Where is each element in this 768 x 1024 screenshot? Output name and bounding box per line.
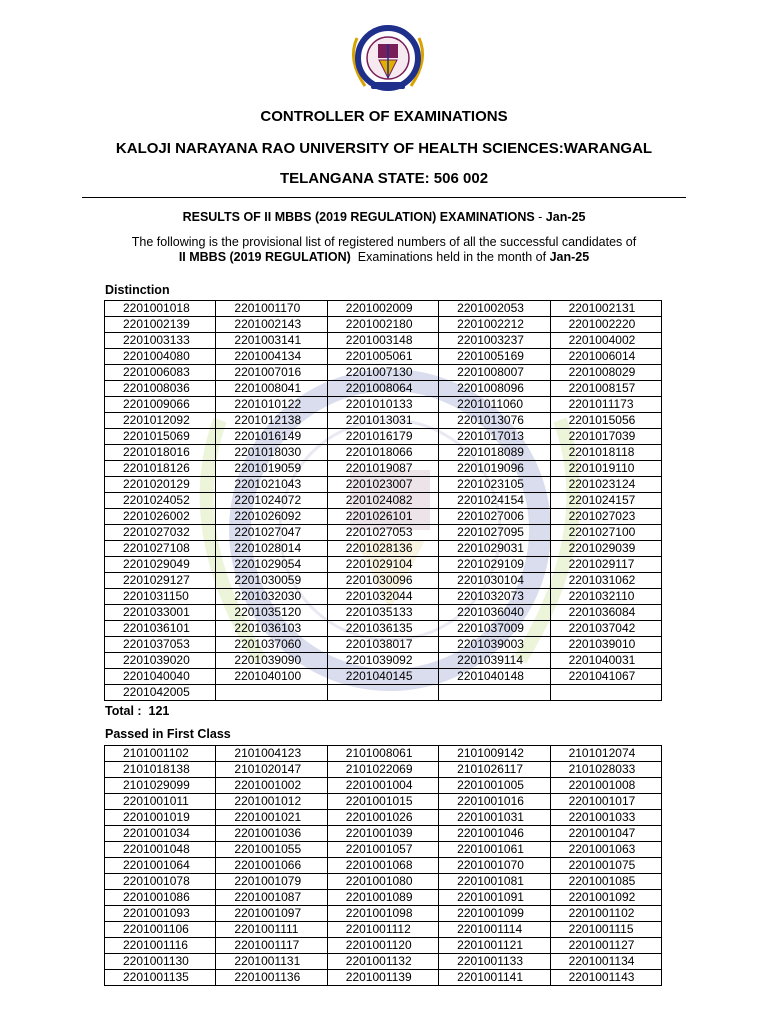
- reg-number-cell: 2201001002: [216, 778, 327, 794]
- reg-number-cell: 2201039114: [439, 653, 550, 669]
- reg-number-cell: 2201026092: [216, 509, 327, 525]
- reg-number-cell: 2201001075: [550, 858, 661, 874]
- reg-number-cell: 2201024082: [327, 493, 438, 509]
- table-row: [105, 573, 662, 589]
- reg-number-cell: 2101020147: [216, 762, 327, 778]
- reg-number-cell: 2201007130: [327, 365, 438, 381]
- reg-number-cell: 2201030096: [327, 573, 438, 589]
- reg-number-cell: 2201036040: [439, 605, 550, 621]
- reg-number-cell: 2201018126: [105, 461, 216, 477]
- reg-number-cell: 2201028136: [327, 541, 438, 557]
- reg-number-cell: 2201002143: [216, 317, 327, 333]
- reg-number-cell: 2201001016: [439, 794, 550, 810]
- reg-number-cell: 2201037009: [439, 621, 550, 637]
- table-row: [105, 637, 662, 653]
- reg-number-cell: 2201001046: [439, 826, 550, 842]
- reg-number-cell: 2201001116: [105, 938, 216, 954]
- table-row: [105, 557, 662, 573]
- reg-number-cell: 2201041067: [550, 669, 661, 685]
- reg-number-cell: 2201001039: [327, 826, 438, 842]
- table-row: [105, 810, 662, 826]
- reg-number-cell: 2201024157: [550, 493, 661, 509]
- reg-number-cell: 2201002180: [327, 317, 438, 333]
- reg-number-cell: 2201001068: [327, 858, 438, 874]
- reg-number-cell: 2201001114: [439, 922, 550, 938]
- reg-number-cell: 2201001143: [550, 970, 661, 986]
- reg-number-cell: 2201008157: [550, 381, 661, 397]
- reg-number-cell: 2201001121: [439, 938, 550, 954]
- reg-number-cell: 2201001087: [216, 890, 327, 906]
- reg-number-cell: 2201001170: [216, 301, 327, 317]
- table-row: [105, 858, 662, 874]
- reg-number-cell: 2201001079: [216, 874, 327, 890]
- reg-number-cell: 2201020129: [105, 477, 216, 493]
- table-row: [105, 938, 662, 954]
- reg-number-cell: 2201001135: [105, 970, 216, 986]
- reg-number-cell: 2201001120: [327, 938, 438, 954]
- reg-number-cell: 2201001112: [327, 922, 438, 938]
- reg-number-cell: 2201042005: [105, 685, 216, 701]
- reg-number-cell: 2201001015: [327, 794, 438, 810]
- reg-number-cell: 2201029054: [216, 557, 327, 573]
- table-row: [105, 842, 662, 858]
- distinction-total: [105, 704, 169, 718]
- reg-number-cell: 2201006014: [550, 349, 661, 365]
- distinction-heading: Distinction: [105, 283, 170, 297]
- reg-number-cell: 2201016149: [216, 429, 327, 445]
- reg-number-cell: 2201004080: [105, 349, 216, 365]
- reg-number-cell: 2201024154: [439, 493, 550, 509]
- reg-number-cell: 2201001036: [216, 826, 327, 842]
- reg-number-cell: 2201021043: [216, 477, 327, 493]
- table-row: [105, 669, 662, 685]
- reg-number-cell: 2201006083: [105, 365, 216, 381]
- reg-number-cell: 2201001102: [550, 906, 661, 922]
- reg-number-cell: 2201018016: [105, 445, 216, 461]
- reg-number-cell: 2201038017: [327, 637, 438, 653]
- reg-number-cell: 2201037042: [550, 621, 661, 637]
- table-row: [105, 413, 662, 429]
- reg-number-cell: 2201008096: [439, 381, 550, 397]
- reg-number-cell: 2201037060: [216, 637, 327, 653]
- reg-number-cell: 2201018030: [216, 445, 327, 461]
- reg-number-cell: [216, 685, 327, 701]
- reg-number-cell: 2201015056: [550, 413, 661, 429]
- reg-number-cell: 2201029039: [550, 541, 661, 557]
- table-row: [105, 493, 662, 509]
- reg-number-cell: 2201026002: [105, 509, 216, 525]
- reg-number-cell: 2101029099: [105, 778, 216, 794]
- reg-number-cell: 2201024052: [105, 493, 216, 509]
- table-row: [105, 381, 662, 397]
- reg-number-cell: 2201001099: [439, 906, 550, 922]
- reg-number-cell: 2201027100: [550, 525, 661, 541]
- table-row: [105, 605, 662, 621]
- reg-number-cell: 2201018118: [550, 445, 661, 461]
- reg-number-cell: 2201001131: [216, 954, 327, 970]
- reg-number-cell: 2201001139: [327, 970, 438, 986]
- university-seal-logo: [343, 20, 433, 98]
- table-row: [105, 922, 662, 938]
- reg-number-cell: 2201002053: [439, 301, 550, 317]
- table-row: [105, 890, 662, 906]
- table-row: [105, 397, 662, 413]
- reg-number-cell: 2201008029: [550, 365, 661, 381]
- table-row: [105, 541, 662, 557]
- reg-number-cell: 2201001132: [327, 954, 438, 970]
- reg-number-cell: 2201019110: [550, 461, 661, 477]
- reg-number-cell: 2101026117: [439, 762, 550, 778]
- table-row: [105, 874, 662, 890]
- reg-number-cell: 2201001097: [216, 906, 327, 922]
- reg-number-cell: 2201001117: [216, 938, 327, 954]
- reg-number-cell: 2201019059: [216, 461, 327, 477]
- reg-number-cell: 2201001134: [550, 954, 661, 970]
- reg-number-cell: 2101022069: [327, 762, 438, 778]
- reg-number-cell: 2201001005: [439, 778, 550, 794]
- reg-number-cell: 2101012074: [550, 746, 661, 762]
- reg-number-cell: 2201029049: [105, 557, 216, 573]
- reg-number-cell: 2201018089: [439, 445, 550, 461]
- reg-number-cell: 2201011060: [439, 397, 550, 413]
- reg-number-cell: 2201001019: [105, 810, 216, 826]
- table-row: [105, 954, 662, 970]
- reg-number-cell: 2201027053: [327, 525, 438, 541]
- reg-number-cell: 2201004134: [216, 349, 327, 365]
- reg-number-cell: 2201008036: [105, 381, 216, 397]
- reg-number-cell: 2201001008: [550, 778, 661, 794]
- reg-number-cell: 2201001106: [105, 922, 216, 938]
- reg-number-cell: 2201010133: [327, 397, 438, 413]
- reg-number-cell: 2201001089: [327, 890, 438, 906]
- reg-number-cell: 2201029117: [550, 557, 661, 573]
- reg-number-cell: 2101028033: [550, 762, 661, 778]
- table-row: [105, 621, 662, 637]
- reg-number-cell: [439, 685, 550, 701]
- reg-number-cell: 2201040040: [105, 669, 216, 685]
- table-row: [105, 970, 662, 986]
- results-title-month: Jan-25: [545, 210, 586, 224]
- reg-number-cell: 2201003237: [439, 333, 550, 349]
- reg-number-cell: 2201023007: [327, 477, 438, 493]
- table-row: [105, 525, 662, 541]
- reg-number-cell: 2201027006: [439, 509, 550, 525]
- controller-heading: CONTROLLER OF EXAMINATIONS: [260, 108, 508, 125]
- reg-number-cell: 2201037053: [105, 637, 216, 653]
- reg-number-cell: 2201001070: [439, 858, 550, 874]
- intro-course: II MBBS (2019 REGULATION): [178, 250, 351, 264]
- reg-number-cell: 2201004002: [550, 333, 661, 349]
- state-heading: TELANGANA STATE: 506 002: [279, 170, 489, 187]
- reg-number-cell: 2201013076: [439, 413, 550, 429]
- reg-number-cell: 2201001064: [105, 858, 216, 874]
- reg-number-cell: 2201029031: [439, 541, 550, 557]
- reg-number-cell: 2201015069: [105, 429, 216, 445]
- reg-number-cell: 2201039003: [439, 637, 550, 653]
- reg-number-cell: 2201002009: [327, 301, 438, 317]
- reg-number-cell: 2201027108: [105, 541, 216, 557]
- first-class-heading: Passed in First Class: [105, 727, 231, 741]
- table-row: [105, 746, 662, 762]
- reg-number-cell: 2201008007: [439, 365, 550, 381]
- intro-line-2: [0, 249, 768, 265]
- reg-number-cell: 2201019096: [439, 461, 550, 477]
- reg-number-cell: 2201002220: [550, 317, 661, 333]
- reg-number-cell: 2201036135: [327, 621, 438, 637]
- reg-number-cell: 2201029104: [327, 557, 438, 573]
- reg-number-cell: 2201001033: [550, 810, 661, 826]
- reg-number-cell: 2201036101: [105, 621, 216, 637]
- reg-number-cell: 2201001093: [105, 906, 216, 922]
- intro-month: Jan-25: [549, 250, 590, 264]
- table-row: [105, 333, 662, 349]
- reg-number-cell: 2201001085: [550, 874, 661, 890]
- reg-number-cell: 2201009066: [105, 397, 216, 413]
- reg-number-cell: 2201001133: [439, 954, 550, 970]
- table-row: [105, 509, 662, 525]
- reg-number-cell: 2201001011: [105, 794, 216, 810]
- table-row: [105, 762, 662, 778]
- distinction-table: [104, 300, 662, 701]
- reg-number-cell: 2201007016: [216, 365, 327, 381]
- reg-number-cell: 2201027047: [216, 525, 327, 541]
- reg-number-cell: 2201001048: [105, 842, 216, 858]
- table-row: [105, 794, 662, 810]
- reg-number-cell: 2201039092: [327, 653, 438, 669]
- reg-number-cell: 2201003133: [105, 333, 216, 349]
- reg-number-cell: 2201002139: [105, 317, 216, 333]
- reg-number-cell: 2201029127: [105, 573, 216, 589]
- reg-number-cell: 2201032044: [327, 589, 438, 605]
- reg-number-cell: 2201033001: [105, 605, 216, 621]
- reg-number-cell: 2201001081: [439, 874, 550, 890]
- reg-number-cell: 2201001018: [105, 301, 216, 317]
- reg-number-cell: 2201005169: [439, 349, 550, 365]
- reg-number-cell: 2201001078: [105, 874, 216, 890]
- results-title: [0, 210, 768, 224]
- reg-number-cell: 2201017039: [550, 429, 661, 445]
- reg-number-cell: 2201010122: [216, 397, 327, 413]
- table-row: [105, 906, 662, 922]
- table-row: [105, 653, 662, 669]
- total-value: 121: [148, 704, 170, 718]
- reg-number-cell: 2201001061: [439, 842, 550, 858]
- reg-number-cell: 2201008064: [327, 381, 438, 397]
- reg-number-cell: 2201001115: [550, 922, 661, 938]
- university-heading: KALOJI NARAYANA RAO UNIVERSITY OF HEALTH SCIENCES:WARANGAL: [115, 140, 653, 157]
- reg-number-cell: 2201001066: [216, 858, 327, 874]
- reg-number-cell: 2201039090: [216, 653, 327, 669]
- reg-number-cell: 2201001130: [105, 954, 216, 970]
- table-row: [105, 826, 662, 842]
- reg-number-cell: 2201031150: [105, 589, 216, 605]
- table-row: [105, 301, 662, 317]
- reg-number-cell: 2201023105: [439, 477, 550, 493]
- reg-number-cell: 2201039010: [550, 637, 661, 653]
- reg-number-cell: 2201019087: [327, 461, 438, 477]
- reg-number-cell: 2201003141: [216, 333, 327, 349]
- reg-number-cell: 2201011173: [550, 397, 661, 413]
- results-title-text: RESULTS OF II MBBS (2019 REGULATION) EXAMINATIONS: [182, 210, 535, 224]
- reg-number-cell: 2201001017: [550, 794, 661, 810]
- table-row: [105, 349, 662, 365]
- reg-number-cell: 2201036084: [550, 605, 661, 621]
- results-title-sep: -: [534, 210, 546, 224]
- first-class-table: [104, 745, 662, 986]
- intro-line-1: The following is the provisional list of registered numbers of all the successful candidates of: [131, 235, 637, 249]
- reg-number-cell: 2201001034: [105, 826, 216, 842]
- reg-number-cell: 2101008061: [327, 746, 438, 762]
- reg-number-cell: 2201017013: [439, 429, 550, 445]
- reg-number-cell: 2201027032: [105, 525, 216, 541]
- reg-number-cell: 2201027095: [439, 525, 550, 541]
- table-row: [105, 429, 662, 445]
- reg-number-cell: 2201029109: [439, 557, 550, 573]
- reg-number-cell: 2201030104: [439, 573, 550, 589]
- reg-number-cell: 2201031062: [550, 573, 661, 589]
- table-row: [105, 445, 662, 461]
- table-row: [105, 685, 662, 701]
- reg-number-cell: 2201005061: [327, 349, 438, 365]
- reg-number-cell: 2201001080: [327, 874, 438, 890]
- reg-number-cell: 2201039020: [105, 653, 216, 669]
- table-row: [105, 477, 662, 493]
- reg-number-cell: 2201024072: [216, 493, 327, 509]
- intro-text: Examinations held in the month of: [350, 250, 550, 264]
- reg-number-cell: 2201001063: [550, 842, 661, 858]
- reg-number-cell: 2101018138: [105, 762, 216, 778]
- reg-number-cell: 2201001086: [105, 890, 216, 906]
- reg-number-cell: 2201001057: [327, 842, 438, 858]
- reg-number-cell: 2201023124: [550, 477, 661, 493]
- reg-number-cell: 2201012138: [216, 413, 327, 429]
- reg-number-cell: 2201026101: [327, 509, 438, 525]
- table-row: [105, 589, 662, 605]
- reg-number-cell: 2201040145: [327, 669, 438, 685]
- reg-number-cell: 2101001102: [105, 746, 216, 762]
- reg-number-cell: 2201002131: [550, 301, 661, 317]
- reg-number-cell: 2201001004: [327, 778, 438, 794]
- reg-number-cell: 2201016179: [327, 429, 438, 445]
- reg-number-cell: 2201001111: [216, 922, 327, 938]
- reg-number-cell: 2201032030: [216, 589, 327, 605]
- reg-number-cell: 2201027023: [550, 509, 661, 525]
- reg-number-cell: 2201001021: [216, 810, 327, 826]
- reg-number-cell: [550, 685, 661, 701]
- table-row: [105, 317, 662, 333]
- reg-number-cell: 2201001055: [216, 842, 327, 858]
- reg-number-cell: 2201018066: [327, 445, 438, 461]
- reg-number-cell: 2101009142: [439, 746, 550, 762]
- reg-number-cell: 2201001127: [550, 938, 661, 954]
- reg-number-cell: 2201012092: [105, 413, 216, 429]
- reg-number-cell: 2201040100: [216, 669, 327, 685]
- reg-number-cell: 2101004123: [216, 746, 327, 762]
- table-row: [105, 461, 662, 477]
- reg-number-cell: 2201030059: [216, 573, 327, 589]
- reg-number-cell: [327, 685, 438, 701]
- reg-number-cell: 2201032110: [550, 589, 661, 605]
- reg-number-cell: 2201035120: [216, 605, 327, 621]
- reg-number-cell: 2201003148: [327, 333, 438, 349]
- reg-number-cell: 2201008041: [216, 381, 327, 397]
- reg-number-cell: 2201002212: [439, 317, 550, 333]
- reg-number-cell: 2201035133: [327, 605, 438, 621]
- reg-number-cell: 2201001091: [439, 890, 550, 906]
- table-row: [105, 778, 662, 794]
- reg-number-cell: 2201032073: [439, 589, 550, 605]
- reg-number-cell: 2201001026: [327, 810, 438, 826]
- reg-number-cell: 2201036103: [216, 621, 327, 637]
- table-row: [105, 365, 662, 381]
- reg-number-cell: 2201001136: [216, 970, 327, 986]
- reg-number-cell: 2201013031: [327, 413, 438, 429]
- reg-number-cell: 2201040031: [550, 653, 661, 669]
- header-divider: [82, 197, 686, 198]
- reg-number-cell: 2201001141: [439, 970, 550, 986]
- reg-number-cell: 2201001092: [550, 890, 661, 906]
- total-label: Total :: [105, 704, 142, 718]
- reg-number-cell: 2201028014: [216, 541, 327, 557]
- reg-number-cell: 2201001098: [327, 906, 438, 922]
- reg-number-cell: 2201040148: [439, 669, 550, 685]
- reg-number-cell: 2201001031: [439, 810, 550, 826]
- reg-number-cell: 2201001012: [216, 794, 327, 810]
- reg-number-cell: 2201001047: [550, 826, 661, 842]
